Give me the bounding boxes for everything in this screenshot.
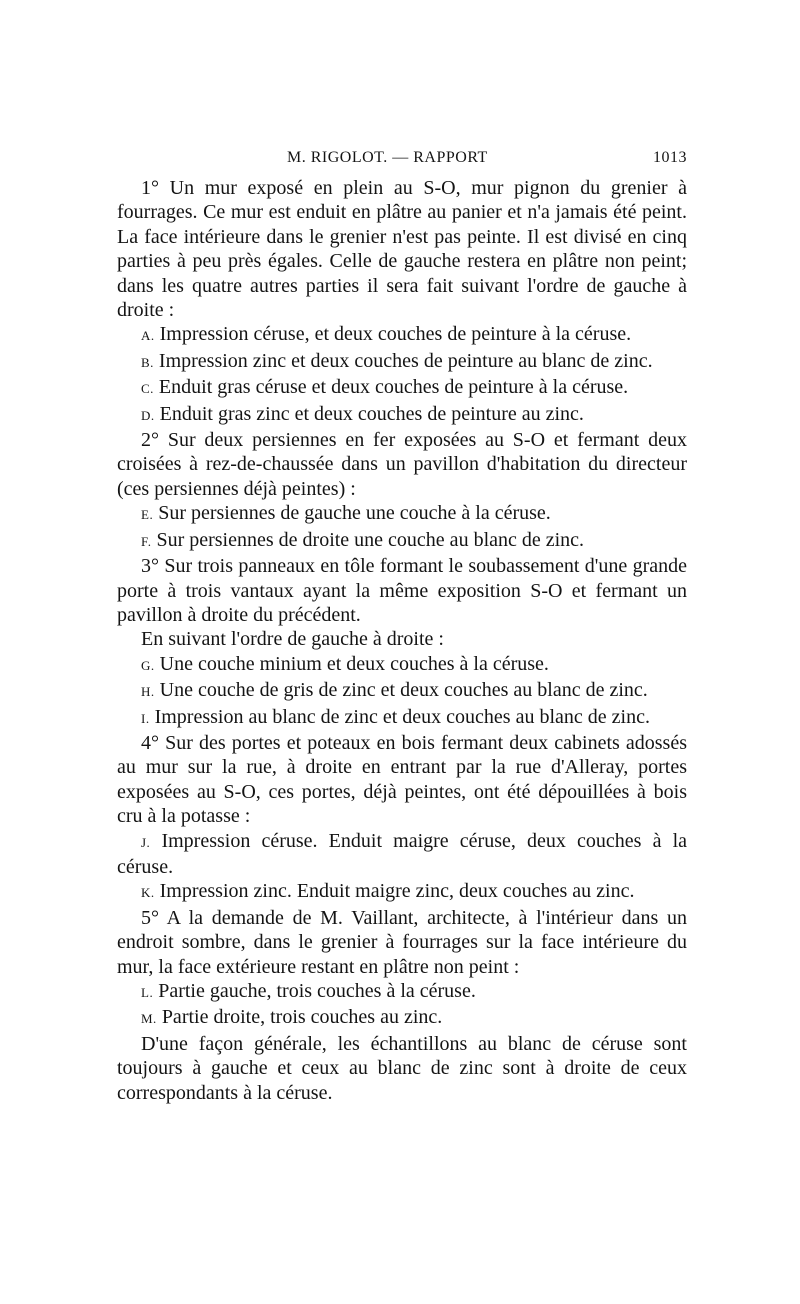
list-item: I. Impression au blanc de zinc et deux couches au blanc de zinc.	[141, 705, 650, 728]
paragraph: 3° Sur trois panneaux en tôle formant le soubassement d'une grande porte à trois vantaux ayant la même exposition S-O et fermant un pavillon à droite du précédent.	[117, 555, 687, 626]
item-letter: A.	[141, 328, 155, 344]
item-letter: G.	[141, 657, 155, 673]
item-letter: E.	[141, 507, 154, 523]
paragraph: En suivant l'ordre de gauche à droite :	[141, 628, 444, 651]
item-letter: B.	[141, 354, 154, 370]
paragraph: D'une façon générale, les échantillons au blanc de céruse sont toujours à gauche et ceux au blanc de zinc sont à droite de ceux correspondants à la céruse.	[117, 1032, 687, 1104]
item-letter: C.	[141, 381, 154, 397]
item-letter: I.	[141, 710, 150, 726]
list-item: L. Partie gauche, trois couches à la céruse.	[141, 980, 476, 1002]
list-item: A. Impression céruse, et deux couches de peinture à la céruse.	[141, 323, 632, 346]
item-letter: F.	[141, 533, 152, 549]
list-item: E. Sur persiennes de gauche une couche à la céruse.	[141, 502, 551, 525]
list-item: D. Enduit gras zinc et deux couches de peinture au zinc.	[141, 402, 584, 425]
list-item: C. Enduit gras céruse et deux couches de peinture à la céruse.	[141, 376, 629, 399]
paragraph: 1° Un mur exposé en plein au S-O, mur pignon du grenier à fourrages. Ce mur est enduit en plâtre au panier et n'a jamais été peint. La face intérieure dans le grenier n'est pas peinte. Il est divisé en cinq parties à peu près égales. Celle de gauche restera en plâtre non peint; dans les quatre autres parties il sera fait suivant l'ordre de gauche à droite :	[117, 177, 687, 322]
item-letter: J.	[141, 834, 151, 850]
list-item: B. Impression zinc et deux couches de peinture au blanc de zinc.	[141, 349, 653, 372]
item-letter: H.	[141, 684, 155, 700]
list-item: M. Partie droite, trois couches au zinc.	[141, 1006, 443, 1029]
page-header	[117, 146, 687, 168]
list-item: F. Sur persiennes de droite une couche au blanc de zinc.	[141, 528, 585, 551]
list-item: J. Impression céruse. Enduit maigre céruse, deux couches à la céruse.	[117, 829, 688, 878]
list-item: G. Une couche minium et deux couches à la céruse.	[141, 652, 549, 675]
list-item: K. Impression zinc. Enduit maigre zinc, deux couches au zinc.	[141, 880, 635, 903]
page-number: 1013	[653, 149, 687, 166]
item-letter: D.	[141, 407, 155, 423]
paragraph: 2° Sur deux persiennes en fer exposées au S-O et fermant deux croisées à rez-de-chaussée dans un pavillon d'habitation du directeur (ces persiennes déjà peintes) :	[117, 429, 687, 500]
running-head: M. RIGOLOT. — RAPPORT	[287, 149, 488, 166]
item-letter: L.	[141, 985, 154, 1000]
list-item: H. Une couche de gris de zinc et deux couches au blanc de zinc.	[141, 679, 648, 702]
paragraph: 5° A la demande de M. Vaillant, architecte, à l'intérieur dans un endroit sombre, dans le grenier à fourrages sur la face intérieure du mur, la face extérieure restant en plâtre non peint :	[117, 906, 687, 978]
item-letter: M.	[141, 1011, 157, 1027]
page-body	[117, 176, 687, 1105]
item-letter: K.	[141, 885, 155, 901]
book-page	[117, 146, 687, 1105]
paragraph: 4° Sur des portes et poteaux en bois fermant deux cabinets adossés au mur sur la rue, à droite en entrant par la rue d'Alleray, portes exposées au S-O, ces portes, déjà peintes, ont été dépouillées à bois cru à la potasse :	[117, 731, 687, 828]
